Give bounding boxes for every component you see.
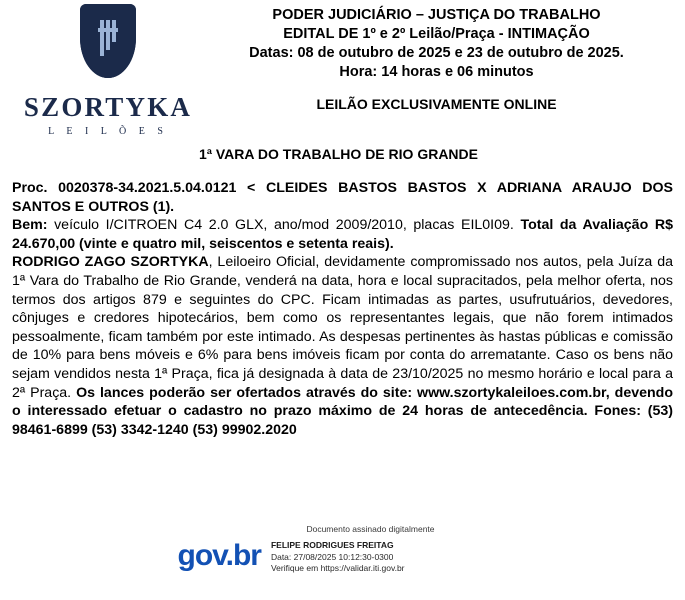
site-and-phones-notice: Os lances poderão ser ofertados através do site: www.szortykaleiloes.com.br, devendo o interessado efetuar o cadastro no prazo máximo de 24 horas de antecedência. Fones: (53) 98461-6899 (53) 3342-1240 (53) 99902.2020 [12, 384, 674, 438]
process-number: Proc. 0020378-34.2021.5.04.0121 < CLEIDES BASTOS BASTOS X ADRIANA ARAUJO DOS SANTOS E OUTROS (1). [12, 180, 673, 215]
asset-description: veículo I/CITROEN C4 2.0 GLX, ano/mod 2009/2010, placas EIL0I09. [47, 217, 521, 234]
digital-signature-block [0, 524, 685, 600]
signature-caption: Documento assinado digitalmente [306, 524, 435, 534]
valuation-amount: Total da Avaliação R$ 24.670,00 (vinte e quatro mil, seiscentos e setenta reais). [12, 217, 673, 252]
document-body [12, 179, 673, 439]
header-line-3: Datas: 08 de outubro de 2025 e 23 de outubro de 2025. [249, 45, 624, 61]
edital-paragraph-text: , Leiloeiro Oficial, devidamente compromissado nos autos, pela Juíza da 1ª Vara do Trabalho de Rio Grande, venderá na data, hora e local supracitados, pela melhor oferta, nos termos dos artigos 879 e seguintes do CPC. Ficam intimadas as partes, usufrutuários, devedores, cônjuges e credores hipotecários, bem como os representantes legais, que não forem intimados pessoalmente, ficam também por este intimado. As despesas pertinentes às hastas públicas e comissão de 10% para bens móveis e 6% para bens imóveis ficam por conta do arrematante. Caso os bens não sejam vendidos nesta 1ª Praça, fica já designada à data de 23/10/2025 no mesmo horário e local para a 2ª Praça. [12, 254, 673, 401]
govbr-logo-gov: gov [177, 539, 226, 572]
header-line-1: PODER JUDICIÁRIO – JUSTIÇA DO TRABALHO [272, 7, 601, 23]
body-paragraph [12, 179, 673, 439]
govbr-logo-dot: . [225, 539, 233, 572]
asset-label: Bem: [12, 217, 48, 234]
auctioneer-name: RODRIGO ZAGO SZORTYKA [12, 254, 209, 271]
brand-name: SZORTYKA [23, 92, 193, 122]
govbr-logo [178, 537, 261, 571]
signature-verify-url: Verifique em https://validar.iti.gov.br [270, 563, 405, 573]
signer-name: FELIPE RODRIGUES FREITAG [270, 540, 394, 550]
shield-emblem-icon [98, 20, 118, 56]
online-auction-notice: LEILÃO EXCLUSIVAMENTE ONLINE [316, 96, 557, 112]
govbr-logo-br: br [232, 539, 261, 572]
header-line-4: Hora: 14 horas e 06 minutos [339, 64, 534, 80]
court-title: 1ª VARA DO TRABALHO DE RIO GRANDE [199, 146, 478, 162]
signature-date: Data: 27/08/2025 10:12:30-0300 [270, 551, 394, 562]
company-logo [10, 4, 206, 137]
document-header [0, 0, 685, 175]
shield-icon [80, 4, 136, 78]
header-line-2: EDITAL DE 1º e 2º Leilão/Praça - INTIMAÇÃO [283, 26, 590, 42]
header-title-block [196, 6, 677, 82]
brand-subtitle: L E I L Õ E S [48, 126, 168, 137]
